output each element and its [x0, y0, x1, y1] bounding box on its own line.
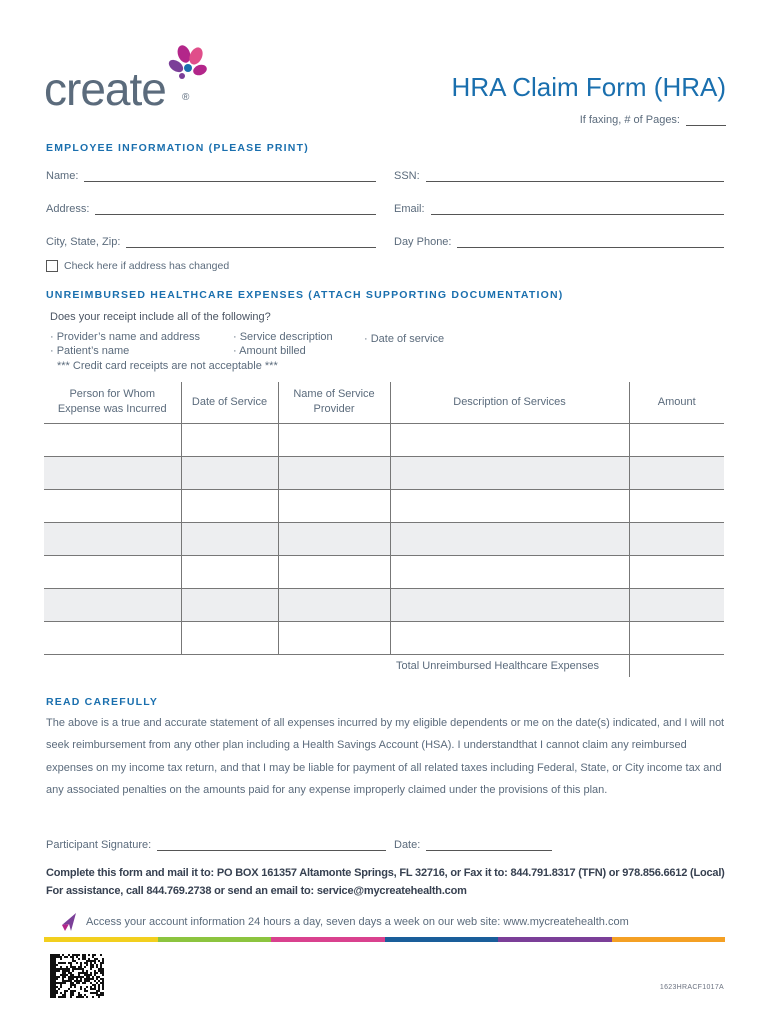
- provider-cell[interactable]: [278, 621, 390, 654]
- description-cell[interactable]: [390, 423, 629, 456]
- description-cell[interactable]: [390, 522, 629, 555]
- receipt-question: Does your receipt include all of the following?: [50, 311, 271, 323]
- expenses-table: [44, 382, 724, 655]
- provider-cell[interactable]: [278, 456, 390, 489]
- date-input[interactable]: [426, 840, 552, 851]
- bullet-amount-billed: · Amount billed: [233, 345, 306, 357]
- address-changed-row: [46, 260, 229, 272]
- table-header-row: [44, 382, 724, 423]
- date-field[interactable]: [394, 839, 552, 851]
- day-phone-label: Day Phone:: [394, 236, 452, 248]
- email-field[interactable]: [394, 203, 724, 215]
- person-cell[interactable]: [44, 588, 181, 621]
- total-amount-field[interactable]: [629, 655, 630, 677]
- date-cell[interactable]: [181, 456, 278, 489]
- table-row: [44, 522, 724, 555]
- day-phone-input[interactable]: [457, 237, 724, 248]
- color-bar-segment: [498, 937, 612, 942]
- color-bar-segment: [271, 937, 385, 942]
- bullet-service-description: · Service description: [233, 331, 333, 343]
- brand-name: create: [44, 63, 166, 115]
- form-title: HRA Claim Form (HRA): [451, 72, 726, 102]
- date-cell[interactable]: [181, 588, 278, 621]
- mailing-instructions: [46, 864, 725, 900]
- read-carefully-heading: READ CAREFULLY: [46, 696, 159, 708]
- ssn-label: SSN:: [394, 170, 420, 182]
- amount-cell[interactable]: [629, 423, 724, 456]
- person-cell[interactable]: [44, 423, 181, 456]
- provider-cell[interactable]: [278, 555, 390, 588]
- day-phone-field[interactable]: [394, 236, 724, 248]
- color-bar-segment: [385, 937, 499, 942]
- email-input[interactable]: [431, 204, 724, 215]
- description-cell[interactable]: [390, 588, 629, 621]
- amount-cell[interactable]: [629, 456, 724, 489]
- ssn-field[interactable]: [394, 170, 724, 182]
- col-person: Person for Whom Expense was Incurred: [44, 382, 181, 423]
- provider-cell[interactable]: [278, 522, 390, 555]
- description-cell[interactable]: [390, 621, 629, 654]
- color-bar-segment: [158, 937, 272, 942]
- name-label: Name:: [46, 170, 79, 182]
- table-row: [44, 555, 724, 588]
- signature-label: Participant Signature:: [46, 839, 152, 851]
- person-cell[interactable]: [44, 456, 181, 489]
- access-info: [60, 911, 629, 933]
- amount-cell[interactable]: [629, 555, 724, 588]
- col-date: Date of Service: [181, 382, 278, 423]
- provider-cell[interactable]: [278, 489, 390, 522]
- provider-cell[interactable]: [278, 588, 390, 621]
- total-label: Total Unreimbursed Healthcare Expenses: [396, 660, 599, 672]
- person-cell[interactable]: [44, 555, 181, 588]
- form-code: 1623HRACF1017A: [659, 984, 724, 991]
- city-state-zip-label: City, State, Zip:: [46, 236, 121, 248]
- receipt-note: *** Credit card receipts are not acceptable ***: [57, 360, 278, 372]
- address-changed-label: Check here if address has changed: [64, 260, 230, 272]
- fax-pages: [580, 114, 726, 126]
- create-logo: [44, 44, 209, 115]
- person-cell[interactable]: [44, 522, 181, 555]
- date-cell[interactable]: [181, 522, 278, 555]
- name-input[interactable]: [84, 171, 376, 182]
- barcode-icon: [50, 954, 104, 1002]
- signature-field[interactable]: [46, 839, 386, 851]
- access-text: Access your account information 24 hours a day, seven days a week on our web site: www.mycreatehealth.com: [86, 916, 629, 928]
- table-row: [44, 489, 724, 522]
- amount-cell[interactable]: [629, 621, 724, 654]
- date-cell[interactable]: [181, 621, 278, 654]
- address-field[interactable]: [46, 203, 376, 215]
- description-cell[interactable]: [390, 555, 629, 588]
- amount-cell[interactable]: [629, 489, 724, 522]
- color-bar-segment: [612, 937, 726, 942]
- address-input[interactable]: [95, 204, 376, 215]
- amount-cell[interactable]: [629, 522, 724, 555]
- person-cell[interactable]: [44, 489, 181, 522]
- cursor-arrow-icon: [60, 911, 78, 933]
- table-row: [44, 621, 724, 654]
- fax-pages-label: If faxing, # of Pages:: [579, 114, 680, 126]
- bullet-provider: · Provider’s name and address: [50, 331, 201, 343]
- mailing-line-2: For assistance, call 844.769.2738 or send an email to: service@mycreatehealth.com: [46, 885, 467, 897]
- registered-mark: ®: [182, 92, 190, 103]
- bullet-patient: · Patient’s name: [50, 345, 130, 357]
- city-state-zip-field[interactable]: [46, 236, 376, 248]
- expenses-heading: UNREIMBURSED HEALTHCARE EXPENSES (ATTACH SUPPORTING DOCUMENTATION): [46, 289, 564, 301]
- person-cell[interactable]: [44, 621, 181, 654]
- table-row: [44, 588, 724, 621]
- flower-petals-icon: [162, 44, 212, 84]
- signature-input[interactable]: [157, 840, 386, 851]
- bullet-date-of-service: · Date of service: [364, 333, 445, 345]
- attestation-text: The above is a true and accurate statement of all expenses incurred by my eligible dependents or me on the date(s) indicated, and I will not seek reimbursement from any other plan including a Health Savings Account (HSA). I understandthat I cannot claim any reimbursed expenses on my income tax return, and that I may be liable for payment of all related taxes including Federal, State, or City income tax and any associated penalties on the amounts paid for any expense improperly claimed under the provisions of this plan.: [46, 717, 725, 796]
- address-changed-checkbox[interactable]: [46, 260, 58, 272]
- amount-cell[interactable]: [629, 588, 724, 621]
- date-cell[interactable]: [181, 555, 278, 588]
- name-field[interactable]: [46, 170, 376, 182]
- color-bar-segment: [44, 937, 158, 942]
- table-row: [44, 456, 724, 489]
- ssn-input[interactable]: [426, 171, 724, 182]
- description-cell[interactable]: [390, 456, 629, 489]
- brand-color-bar: [44, 937, 725, 942]
- date-label: Date:: [394, 839, 421, 851]
- employee-info-heading: EMPLOYEE INFORMATION (PLEASE PRINT): [46, 142, 309, 154]
- date-cell[interactable]: [181, 423, 278, 456]
- city-state-zip-input[interactable]: [126, 237, 376, 248]
- col-description: Description of Services: [390, 382, 629, 423]
- email-label: Email:: [394, 203, 425, 215]
- address-label: Address:: [46, 203, 90, 215]
- fax-pages-field[interactable]: [686, 116, 726, 126]
- mailing-line-1: Complete this form and mail it to: PO BOX 161357 Altamonte Springs, FL 32716, or Fax it to: 844.791.8317 (TFN) or 978.856.6612 (Local): [46, 867, 725, 879]
- table-row: [44, 423, 724, 456]
- date-cell[interactable]: [181, 489, 278, 522]
- description-cell[interactable]: [390, 489, 629, 522]
- col-amount: Amount: [629, 382, 724, 423]
- col-provider: Name of Service Provider: [278, 382, 390, 423]
- provider-cell[interactable]: [278, 423, 390, 456]
